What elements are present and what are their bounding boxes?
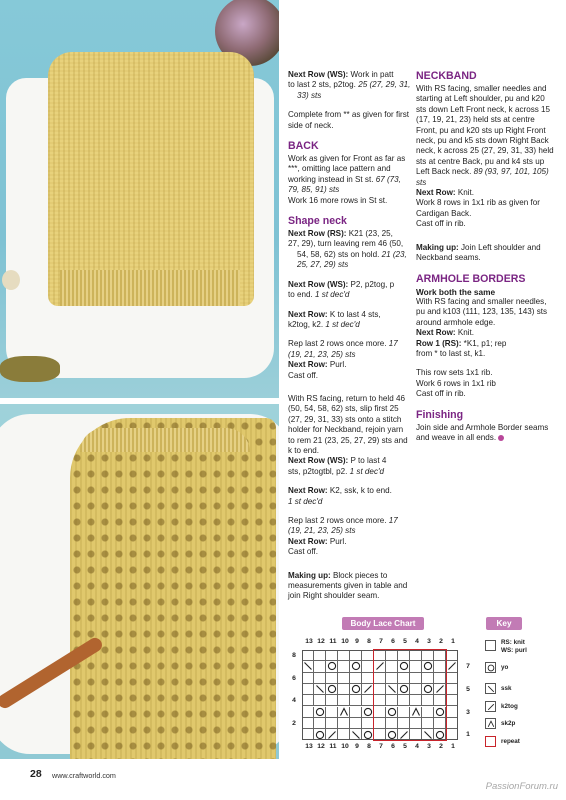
chart-row-number-left: 6 (292, 674, 296, 682)
instruction-text: to last 2 sts, p2tog. 25 (27, 29, 31, 33) sts (288, 80, 411, 100)
chart-row-number-right: 1 (466, 731, 470, 739)
yarn-ball (2, 270, 20, 290)
instruction-text: sts, p2togtbl, p2. 1 st dec'd (288, 466, 385, 476)
chart-column-number: 11 (329, 638, 337, 645)
instruction-text: Cast off in rib. (416, 219, 466, 229)
section-heading: ARMHOLE BORDERS (416, 272, 526, 285)
key-symbol-yo (485, 662, 496, 673)
chart-column-number: 5 (403, 638, 407, 645)
key-symbol-sk2p (485, 718, 496, 729)
section-heading: NECKBAND (416, 70, 477, 82)
lace-vest-detail (70, 418, 276, 759)
instruction-text: 1 st dec'd (288, 496, 323, 506)
instruction-text: Next Row (WS): Work in patt (288, 70, 394, 79)
armhole-border (80, 428, 250, 452)
section-heading: BACK (288, 140, 319, 153)
instruction-text: Work as given for Front as far as ***, omitting lace pattern and working instead in St st. 67 (73, 79, 85, 91) sts (288, 154, 406, 195)
watermark: PassionForum.ru (485, 781, 558, 792)
chart-column-number: 3 (427, 743, 431, 751)
chart-column-number: 13 (305, 743, 313, 751)
instructions-left-column (288, 70, 412, 611)
instruction-text: Join side and Armhole Border seams and weave in all ends. (416, 422, 549, 442)
chart-column-number: 2 (439, 638, 443, 645)
knitted-vest (48, 52, 254, 306)
key-symbol-rs-knit (485, 640, 496, 651)
chart-column-number: 7 (379, 743, 383, 751)
section-subheading: Work both the same (416, 286, 496, 297)
page-number: 28 (30, 768, 42, 780)
instruction-text: Next Row (WS): P to last 4 (288, 456, 387, 466)
instruction-text: Row 1 (RS): *K1, p1; rep (416, 338, 507, 348)
key-label: repeat (501, 738, 520, 745)
repeat-outline (373, 649, 447, 741)
chart-row-number-right: 5 (466, 685, 470, 693)
instruction-text: Making up: Block pieces to measurements given in table and join Right shoulder seam. (288, 570, 408, 601)
chart-row-number-right: 7 (466, 663, 470, 671)
key-symbol-ssk (485, 683, 496, 694)
instruction-text: 27, 29), turn leaving rem 46 (50, 54, 58, 62) sts on hold. 21 (23, 25, 27, 29) sts (288, 239, 407, 270)
chart-column-number: 1 (451, 743, 455, 751)
section-heading: Shape neck (288, 215, 347, 228)
section-heading: Finishing (416, 408, 464, 421)
key-label: RS: knit WS: purl (501, 639, 527, 654)
chart-column-number: 6 (391, 638, 395, 645)
instruction-text: Next Row: K to last 4 sts, (288, 309, 381, 319)
site-url[interactable]: www.craftworld.com (52, 771, 116, 780)
chart-column-number: 1 (451, 638, 455, 645)
chart-column-number: 5 (403, 743, 407, 751)
chart-row-number-left: 4 (292, 697, 296, 705)
key-label: yo (501, 664, 509, 671)
chart-column-number: 10 (341, 638, 349, 645)
instruction-text: from * to last st, k1. (416, 348, 486, 358)
photo-vest-back (0, 0, 279, 398)
instruction-text: Next Row (WS): P2, p2tog, p (288, 279, 395, 289)
chart-column-number: 6 (391, 743, 395, 751)
key-symbol-k2tog (485, 701, 496, 712)
instruction-text: Next Row: Purl. (288, 536, 347, 546)
key-label: ssk (501, 685, 512, 692)
instruction-text: Making up: Join Left shoulder and Neckband seams. (416, 242, 541, 263)
instruction-text: k2tog, k2. 1 st dec'd (288, 319, 360, 329)
photo-vest-detail (0, 404, 279, 759)
instruction-text: Next Row: K2, ssk, k to end. (288, 486, 392, 496)
chart-column-number: 12 (317, 638, 325, 645)
instruction-text: Next Row (RS): K21 (23, 25, (288, 229, 393, 239)
instruction-text: Next Row: Knit. (416, 328, 475, 338)
chart-row-number-left: 8 (292, 652, 296, 659)
key-symbol-repeat (485, 736, 496, 747)
chart-row-number-left: 2 (292, 719, 296, 727)
instruction-text: Cast off in rib. (416, 389, 466, 399)
chart-column-number: 10 (341, 743, 349, 751)
instruction-text: Rep last 2 rows once more. 17 (19, 21, 23, 25) sts (288, 516, 398, 536)
instruction-text: With RS facing and smaller needles, pu and k103 (111, 123, 135, 143) sts around armhole edge. (416, 296, 548, 327)
instruction-text: Complete from ** as given for first side of neck. (288, 110, 409, 130)
chart-column-number: 9 (355, 638, 359, 645)
chart-column-number: 4 (415, 638, 419, 645)
instructions-right-column (416, 70, 554, 452)
instruction-text: Rep last 2 rows once more. 17 (19, 21, 23, 25) sts (288, 339, 398, 359)
chart-row-number-right: 3 (466, 708, 470, 716)
key-label: k2tog (501, 703, 518, 710)
instruction-text: Next Row: Purl. (288, 360, 347, 370)
instruction-text: With RS facing, return to held 46 (50, 54, 58, 62) sts, slip first 25 (27, 29, 31, 33) sts onto a stitch holder for Neckband, rejoin yarn to rem 21 (23, 25, 27, 29) sts and k to end. (288, 393, 408, 455)
key-label: sk2p (501, 720, 516, 727)
chart-title: Body Lace Chart (342, 617, 424, 630)
chart-column-number: 8 (367, 638, 371, 645)
instruction-text: Next Row: Knit. (416, 188, 475, 198)
chart-column-number: 8 (367, 743, 371, 751)
instruction-text: Cast off. (288, 547, 318, 557)
instruction-text: This row sets 1x1 rib. (416, 368, 493, 378)
instruction-text: to end. 1 st dec'd (288, 290, 350, 300)
instruction-text: With RS facing, smaller needles and starting at Left shoulder, pu and k20 sts down Left Front neck, k across 15 (17, 19, 21, 23) held sts at centre Front, pu and k20 sts up Right Front neck, pu and k5 sts down Right Back neck, k across 25 (27, 29, 31, 33) held sts at centre Back, pu and k4 sts up Left Back neck. 89 (93, 97, 101, 105) sts (416, 84, 554, 187)
chart-column-number: 11 (329, 743, 337, 751)
end-dot-icon (498, 435, 504, 441)
chart-column-number: 2 (439, 743, 443, 751)
instruction-text: Cast off. (288, 370, 318, 380)
instruction-text: Work 6 rows in 1x1 rib (416, 378, 496, 388)
yarn-skein (0, 356, 60, 382)
chart-column-number: 3 (427, 638, 431, 645)
key-title: Key (486, 617, 522, 630)
chart-column-number: 13 (305, 638, 313, 645)
chart-column-number: 9 (355, 743, 359, 751)
chart-column-number: 12 (317, 743, 325, 751)
chart-column-number: 7 (379, 638, 383, 645)
vest-rib-hem (60, 270, 240, 306)
instruction-text: Work 16 more rows in St st. (288, 195, 388, 205)
instruction-text: Work 8 rows in 1x1 rib as given for Cardigan Back. (416, 198, 541, 218)
chart-column-number: 4 (415, 743, 419, 751)
